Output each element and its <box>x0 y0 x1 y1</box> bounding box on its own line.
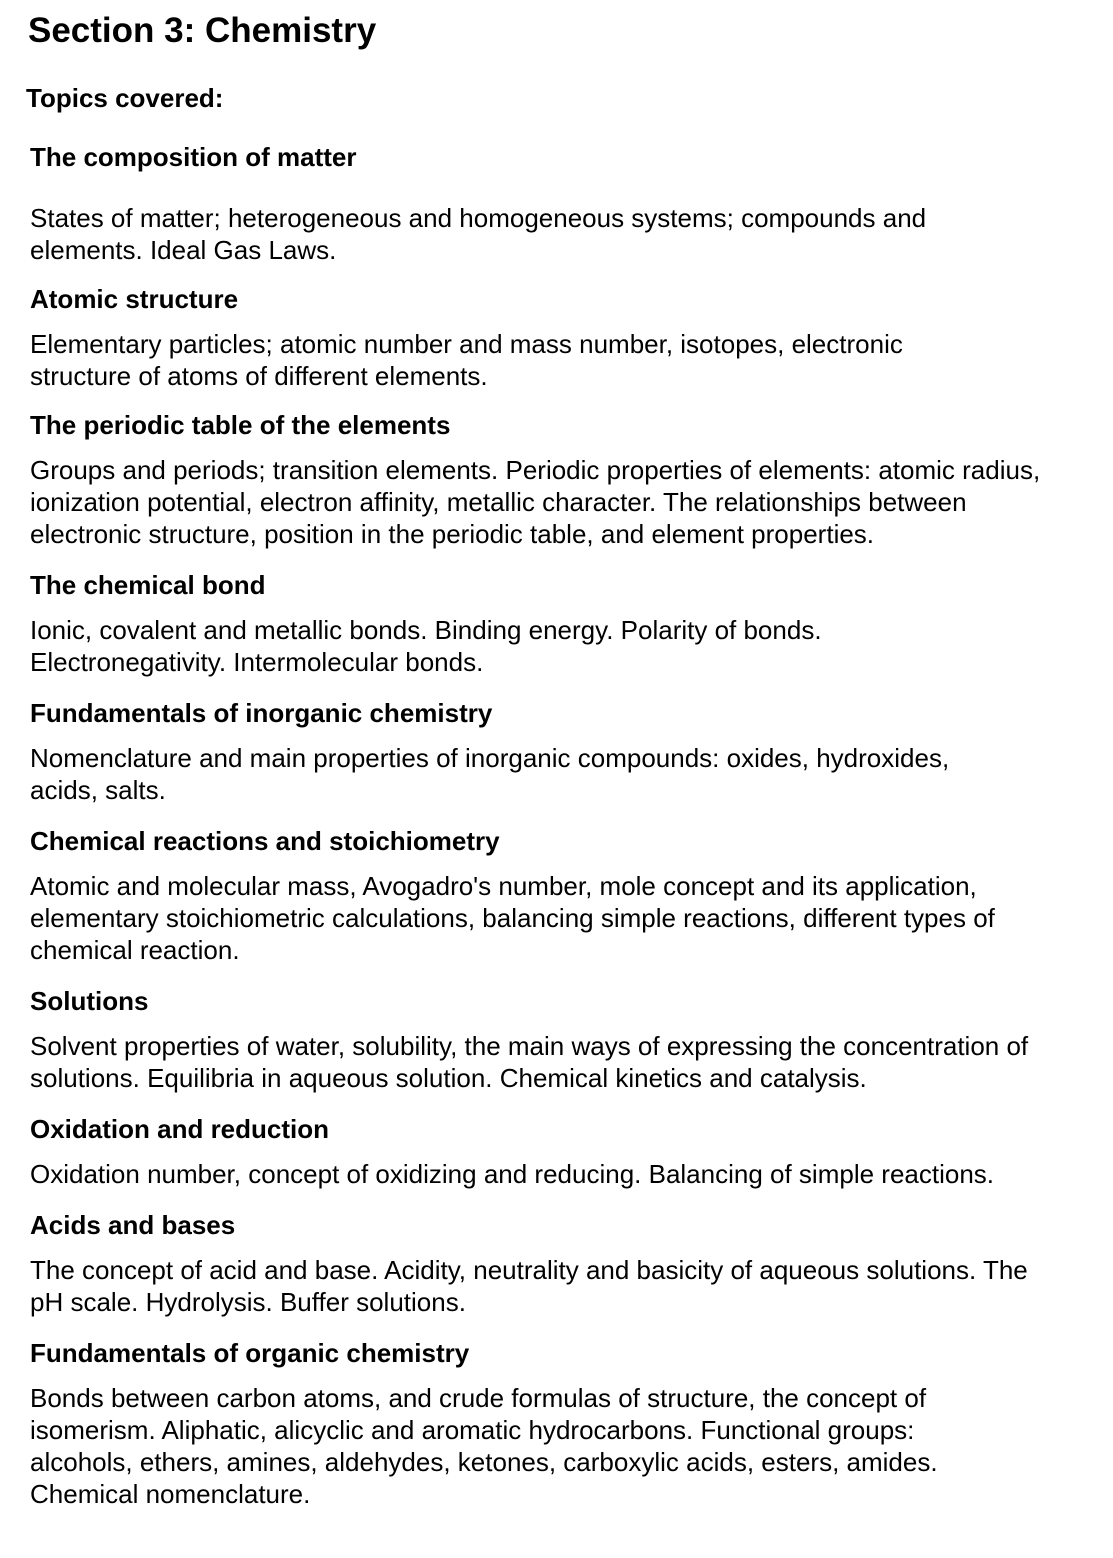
description-line: Ionic, covalent and metallic bonds. Binding energy. Polarity of bonds. <box>30 615 822 645</box>
topic-oxidation-reduction <box>30 1114 1105 1190</box>
topic-chemical-bond <box>30 570 1105 678</box>
topic-heading: Solutions <box>30 986 149 1016</box>
description-line: chemical reaction. <box>30 935 240 965</box>
description-line: ionization potential, electron affinity, metallic character. The relationships between <box>30 487 967 517</box>
topics-list <box>30 142 1105 1510</box>
description-line: pH scale. Hydrolysis. Buffer solutions. <box>30 1287 466 1317</box>
topic-inorganic-chemistry <box>30 698 1105 806</box>
topic-description <box>30 454 1105 550</box>
topic-description <box>30 742 1105 806</box>
topic-heading: Fundamentals of inorganic chemistry <box>30 698 493 728</box>
description-line: solutions. Equilibria in aqueous solution. Chemical kinetics and catalysis. <box>30 1063 867 1093</box>
description-line: The concept of acid and base. Acidity, neutrality and basicity of aqueous solutions. The <box>30 1255 1028 1285</box>
topic-description <box>30 870 1105 966</box>
section-title: Section 3: Chemistry <box>28 11 377 50</box>
description-line: isomerism. Aliphatic, alicyclic and aromatic hydrocarbons. Functional groups: <box>30 1415 915 1445</box>
topic-heading: The composition of matter <box>30 142 357 172</box>
topic-composition-of-matter <box>30 142 1105 266</box>
description-line: structure of atoms of different elements. <box>30 361 488 391</box>
description-line: Elementary particles; atomic number and mass number, isotopes, electronic <box>30 329 903 359</box>
topic-solutions <box>30 986 1105 1094</box>
topic-heading: Chemical reactions and stoichiometry <box>30 826 500 856</box>
topic-description <box>30 1382 1105 1510</box>
description-line: Solvent properties of water, solubility, the main ways of expressing the concentration of <box>30 1031 1029 1061</box>
topic-reactions-stoichiometry <box>30 826 1105 966</box>
topic-heading: The periodic table of the elements <box>30 410 451 440</box>
topic-organic-chemistry <box>30 1338 1105 1510</box>
topic-acids-bases <box>30 1210 1105 1318</box>
description-line: elements. Ideal Gas Laws. <box>30 235 337 265</box>
description-line: Groups and periods; transition elements. Periodic properties of elements: atomic radius, <box>30 455 1041 485</box>
topic-description <box>30 1030 1105 1094</box>
description-line: Chemical nomenclature. <box>30 1479 311 1509</box>
topic-description <box>30 1254 1105 1318</box>
topic-description <box>30 202 1105 266</box>
description-line: acids, salts. <box>30 775 166 805</box>
topic-periodic-table <box>30 410 1105 550</box>
description-line: Nomenclature and main properties of inorganic compounds: oxides, hydroxides, <box>30 743 950 773</box>
topics-label: Topics covered: <box>26 83 224 113</box>
topic-heading: Atomic structure <box>30 284 239 314</box>
topic-atomic-structure <box>30 284 1105 392</box>
description-line: Bonds between carbon atoms, and crude formulas of structure, the concept of <box>30 1383 927 1413</box>
topic-heading: Acids and bases <box>30 1210 236 1240</box>
description-line: Electronegativity. Intermolecular bonds. <box>30 647 484 677</box>
description-line: elementary stoichiometric calculations, balancing simple reactions, different types of <box>30 903 995 933</box>
topic-description <box>30 328 1105 392</box>
topic-heading: Fundamentals of organic chemistry <box>30 1338 470 1368</box>
description-line: Atomic and molecular mass, Avogadro's number, mole concept and its application, <box>30 871 977 901</box>
topic-description <box>30 1158 1105 1190</box>
topic-description <box>30 614 1105 678</box>
description-line: electronic structure, position in the periodic table, and element properties. <box>30 519 875 549</box>
description-line: alcohols, ethers, amines, aldehydes, ketones, carboxylic acids, esters, amides. <box>30 1447 938 1477</box>
description-line: States of matter; heterogeneous and homogeneous systems; compounds and <box>30 203 927 233</box>
topic-heading: The chemical bond <box>30 570 266 600</box>
topic-heading: Oxidation and reduction <box>30 1114 330 1144</box>
description-line: Oxidation number, concept of oxidizing and reducing. Balancing of simple reactions. <box>30 1159 995 1189</box>
